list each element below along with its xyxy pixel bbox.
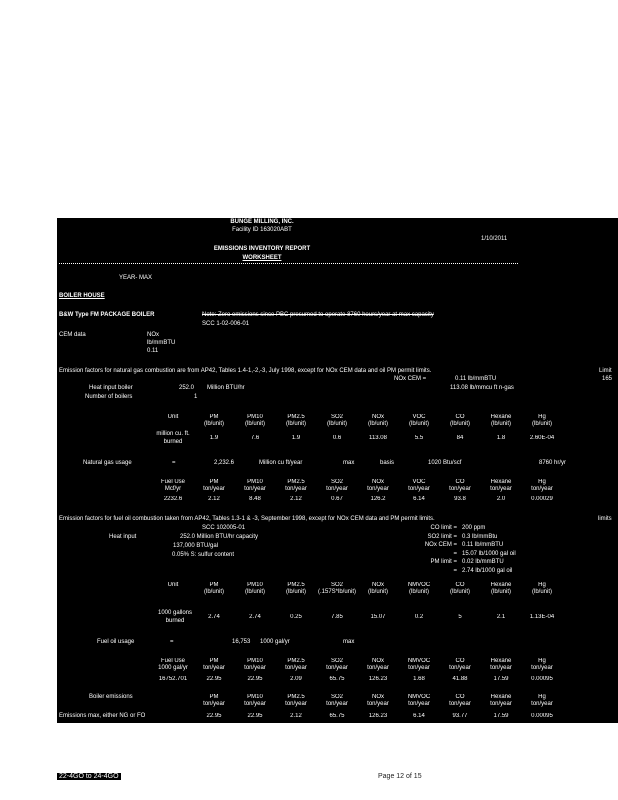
cem-label: CEM data — [59, 332, 86, 338]
column-header-unit: (.157S*lb/unit) — [317, 589, 357, 595]
column-header — [194, 414, 234, 428]
ng-intro: Emission factors for natural gas combustion are from AP42, Tables 1.4-1,-2,-3, July 1998, except for NOx CEM data and oil PM permit limits. — [59, 368, 432, 374]
column-header-name: NOx — [372, 582, 384, 588]
column-header-name: PM — [209, 658, 219, 664]
column-header-name: PM10 — [247, 479, 263, 485]
column-header-unit: (lb/unit) — [449, 589, 470, 595]
table-cell: 2232.6 — [163, 496, 183, 502]
section-note: Note: Zero emissions since PBC presumed to operate 8760 hours/year at max capacity — [202, 312, 434, 318]
column-header-name: Hexane — [490, 694, 512, 700]
column-header-unit: (lb/unit) — [285, 421, 306, 427]
fo-limit-label: PM limit = — [430, 559, 457, 565]
column-header-unit: ton/year — [408, 701, 430, 707]
fo-limit-label: SO2 limit = — [427, 533, 457, 540]
column-header-unit: (lb/unit) — [367, 589, 388, 595]
ng-limits-label: Limit — [599, 368, 612, 374]
ng-factor-unit-1: million cu. ft. — [156, 431, 190, 437]
column-header-name: SO2 — [330, 479, 343, 485]
fo-limit-label: = — [453, 550, 457, 557]
table-cell: 7.6 — [250, 435, 260, 441]
column-header — [522, 658, 562, 672]
table-cell: 41.88 — [452, 676, 468, 682]
ng-emission-header-row — [153, 479, 562, 493]
column-header-unit: ton/year — [367, 486, 389, 492]
fo-factor-value-row — [194, 614, 603, 621]
table-cell: 1.13E-04 — [529, 614, 555, 620]
ng-usage-hours: 8760 hr/yr — [539, 460, 567, 466]
column-header-unit: (lb/unit) — [531, 421, 552, 427]
column-header-unit: 1000 gal/yr — [158, 665, 188, 671]
ng-usage-eq: = — [172, 460, 176, 466]
column-header — [317, 658, 357, 672]
column-header-unit: (lb/unit) — [203, 421, 224, 427]
table-cell: 22.95 — [247, 676, 263, 682]
table-cell: 22.95 — [206, 713, 222, 719]
unit-name: B&W Type FM PACKAGE BOILER — [59, 312, 155, 318]
column-header-name: SO2 — [330, 694, 343, 700]
fo-factor-unit-1: 1000 gallons — [157, 610, 193, 616]
column-header-name: PM2.5 — [287, 694, 305, 700]
column-header — [317, 414, 357, 428]
column-header — [522, 414, 562, 428]
column-header — [481, 658, 521, 672]
section-scc: SCC 1-02-006-01 — [202, 321, 250, 327]
table-cell: 22.95 — [247, 713, 263, 719]
table-cell: 5.5 — [414, 435, 424, 441]
column-header-name: NMVOC — [407, 694, 431, 700]
column-header-name: PM10 — [247, 694, 263, 700]
column-header-name: PM2.5 — [287, 658, 305, 664]
column-header-unit: (lb/unit) — [285, 589, 306, 595]
column-header-name: PM2.5 — [287, 582, 305, 588]
ng-usage-basis: basis — [380, 460, 395, 466]
column-header-name: Fuel Use — [160, 479, 185, 485]
column-header-name: PM2.5 — [287, 479, 305, 485]
column-header — [399, 414, 439, 428]
column-header-unit: ton/year — [449, 665, 471, 671]
table-cell: 93.8 — [454, 496, 466, 502]
column-header-unit: ton/year — [531, 701, 553, 707]
column-header-unit: (lb/unit) — [490, 421, 511, 427]
fo-limits-label: limits — [598, 516, 612, 522]
column-header-unit: ton/year — [203, 665, 225, 671]
column-header-name: VOC — [412, 479, 426, 485]
worksheet-page — [57, 218, 618, 723]
boiler-emissions-header-row — [194, 694, 603, 708]
column-header-name: PM — [209, 479, 219, 485]
column-header-unit: ton/year — [285, 701, 307, 707]
column-header-unit: ton/year — [326, 665, 348, 671]
table-cell: 17.59 — [493, 676, 509, 682]
ng-usage-unit: Million cu ft/year — [259, 460, 303, 466]
table-cell: 84 — [456, 435, 464, 441]
column-header-name: NOx — [372, 658, 384, 664]
emissions-max-label: Emissions max, either NG or FO — [59, 713, 146, 719]
table-cell: 65.75 — [329, 713, 345, 719]
table-cell: 1.9 — [209, 435, 219, 441]
column-header — [153, 582, 193, 596]
column-header-name: Hexane — [490, 658, 512, 664]
column-header-unit: ton/year — [326, 701, 348, 707]
column-header-name: PM — [209, 694, 219, 700]
boiler-emissions-label: Boiler emissions — [89, 694, 133, 700]
column-header-name: PM10 — [247, 658, 263, 664]
column-header — [358, 694, 398, 708]
table-cell: 0.00029 — [531, 496, 553, 502]
cem-value-2: lb/mmBTU — [147, 340, 176, 346]
column-header-name: Hg — [538, 582, 546, 588]
column-header-name: NOx — [372, 414, 384, 420]
column-header — [399, 694, 439, 708]
column-header-name: SO2 — [330, 582, 343, 588]
column-header-name: NOx — [372, 479, 384, 485]
table-cell: 2.74 — [208, 614, 220, 620]
column-header-unit: ton/year — [203, 701, 225, 707]
column-header — [440, 582, 480, 596]
column-header-name: SO2 — [330, 414, 343, 420]
table-cell: 5 — [458, 614, 462, 620]
column-header-name: CO — [455, 414, 465, 420]
column-header-unit: ton/year — [326, 486, 348, 492]
column-header — [235, 414, 275, 428]
section-title: BOILER HOUSE — [59, 293, 105, 299]
table-cell: 6.14 — [413, 713, 425, 719]
column-header-unit: ton/year — [408, 486, 430, 492]
column-header-name: Hg — [538, 479, 546, 485]
column-header-unit: ton/year — [490, 486, 512, 492]
column-header-unit: ton/year — [285, 486, 307, 492]
column-header-name: Hexane — [490, 414, 512, 420]
company-name: BUNGE MILLING, INC. — [230, 219, 294, 225]
fo-usage-unit: 1000 gal/yr — [260, 639, 290, 645]
column-header-name: Unit — [167, 414, 179, 420]
column-header-name: Hexane — [490, 479, 512, 485]
column-header-unit: ton/year — [490, 701, 512, 707]
page-number: Page 12 of 15 — [378, 773, 422, 780]
column-header-unit: Mcf/yr — [164, 486, 182, 492]
column-header-unit: (lb/unit) — [490, 589, 511, 595]
fo-emission-value-row — [153, 676, 562, 683]
column-header — [522, 694, 562, 708]
table-cell: 8.48 — [249, 496, 261, 502]
table-cell: 93.77 — [452, 713, 468, 719]
fo-intro: Emission factors for fuel oil combustion taken from AP42, Tables 1.3-1 & -3, September 1998, except for NOx CEM data and PM permit limits. — [59, 516, 435, 522]
column-header-unit: (lb/unit) — [326, 421, 347, 427]
column-header-name: CO — [455, 582, 465, 588]
column-header-unit: ton/year — [203, 486, 225, 492]
table-cell: 2.1 — [496, 614, 506, 620]
column-header — [317, 479, 357, 493]
table-cell: 126.2 — [370, 496, 386, 502]
report-date: 1/10/2011 — [481, 236, 508, 242]
column-header — [440, 479, 480, 493]
column-header — [276, 414, 316, 428]
table-cell: 1.68 — [413, 676, 425, 682]
column-header-unit: (lb/unit) — [531, 589, 552, 595]
fo-limit-value: 0.02 lb/mmBTU — [462, 559, 504, 565]
column-header-unit: ton/year — [244, 701, 266, 707]
column-header — [522, 582, 562, 596]
fo-limit-value: 0.3 lb/mmBtu — [462, 533, 498, 540]
table-cell: 2.09 — [290, 676, 302, 682]
column-header-name: Fuel Use — [160, 658, 185, 664]
column-header-name: CO — [455, 479, 465, 485]
column-header-unit: (lb/unit) — [449, 421, 470, 427]
ng-usage-max: max — [343, 460, 355, 466]
column-header-name: NMVOC — [407, 582, 431, 588]
column-header — [358, 414, 398, 428]
column-header-unit: (lb/unit) — [244, 421, 265, 427]
fo-limit-label: = — [453, 567, 457, 574]
column-header-unit: ton/year — [367, 665, 389, 671]
column-header-name: Hexane — [490, 582, 512, 588]
fo-heat-input-label: Heat input — [109, 534, 137, 540]
column-header — [153, 658, 193, 672]
table-cell: 0.00095 — [531, 676, 553, 682]
table-cell: 7.85 — [331, 614, 343, 620]
column-header-unit: (lb/unit) — [367, 421, 388, 427]
column-header — [440, 658, 480, 672]
column-header — [235, 658, 275, 672]
fo-emission-header-row — [153, 658, 562, 672]
table-cell: 15.07 — [370, 614, 386, 620]
column-header — [235, 479, 275, 493]
table-cell: 1.8 — [496, 435, 506, 441]
dotted-divider — [59, 263, 518, 264]
ng-usage-btu: 1020 Btu/scf — [428, 460, 462, 466]
report-subtitle: WORKSHEET — [242, 255, 282, 261]
report-title: EMISSIONS INVENTORY REPORT — [213, 246, 311, 252]
fo-factor-unit-2: burned — [165, 618, 185, 624]
column-header — [276, 479, 316, 493]
ng-factor-value-row — [194, 435, 603, 442]
column-header — [276, 582, 316, 596]
fo-heat-input-line-3: 0.05% S: sulfur content — [172, 552, 235, 558]
column-header-unit: ton/year — [449, 701, 471, 707]
column-header-unit: (lb/unit) — [408, 589, 429, 595]
ng-nox-conversion: 113.08 lb/mmcu ft n-gas — [450, 385, 514, 391]
column-header — [153, 479, 193, 493]
column-header-name: Unit — [167, 582, 179, 588]
column-header-unit: ton/year — [367, 701, 389, 707]
fo-usage-value: 16,753 — [232, 639, 251, 645]
ng-factor-header-row — [153, 414, 562, 428]
column-header — [481, 414, 521, 428]
column-header-unit: (lb/unit) — [203, 589, 224, 595]
ng-usage-value: 2,232.6 — [214, 460, 235, 466]
table-cell: 16752.701 — [158, 676, 188, 682]
column-header-name: NOx — [372, 694, 384, 700]
column-header-name: SO2 — [330, 658, 343, 664]
fo-heat-input-line-1: 252.0 Million BTU/hr capacity — [180, 534, 259, 540]
cem-value-1: NOx — [147, 332, 159, 338]
facility-id: Facility ID 163020ABT — [232, 227, 292, 233]
column-header-unit: ton/year — [531, 486, 553, 492]
column-header — [276, 694, 316, 708]
footer-range: 22-4GO to 24-4GO — [59, 773, 119, 780]
table-cell: 2.12 — [290, 713, 302, 719]
column-header — [317, 582, 357, 596]
column-header-name: NMVOC — [407, 658, 431, 664]
column-header — [153, 414, 193, 428]
column-header — [399, 582, 439, 596]
ng-nox-cem-label: NOx CEM = — [394, 376, 427, 382]
column-header — [522, 479, 562, 493]
table-cell: 1.9 — [291, 435, 301, 441]
table-cell: 17.59 — [493, 713, 509, 719]
ng-emission-value-row — [153, 496, 562, 503]
table-cell: 0.2 — [414, 614, 424, 620]
column-header — [317, 694, 357, 708]
column-header — [194, 479, 234, 493]
cem-value-3: 0.11 — [147, 348, 159, 354]
table-cell: 65.75 — [329, 676, 345, 682]
table-cell: 6.14 — [413, 496, 425, 502]
ng-boilers-value: 1 — [194, 394, 198, 400]
column-header-name: CO — [455, 658, 465, 664]
column-header — [276, 658, 316, 672]
column-header-unit: ton/year — [244, 665, 266, 671]
column-header — [440, 694, 480, 708]
column-header-unit: ton/year — [449, 486, 471, 492]
column-header-unit: ton/year — [285, 665, 307, 671]
emissions-max-value-row — [194, 713, 603, 720]
table-cell: 126.23 — [368, 713, 388, 719]
ng-usage-label: Natural gas usage — [83, 460, 132, 466]
table-cell: 0.25 — [290, 614, 302, 620]
column-header-name: PM — [209, 582, 219, 588]
column-header — [399, 479, 439, 493]
column-header-name: PM10 — [247, 414, 263, 420]
column-header — [358, 582, 398, 596]
column-header-unit: (lb/unit) — [244, 589, 265, 595]
column-header-name: Hg — [538, 694, 546, 700]
table-cell: 2.12 — [290, 496, 302, 502]
table-cell: 0.67 — [331, 496, 343, 502]
fo-limit-label: CO limit = — [430, 525, 457, 531]
column-header — [235, 694, 275, 708]
column-header — [194, 582, 234, 596]
ng-boilers-label: Number of boilers — [85, 394, 133, 400]
ng-limits-value: 165 — [602, 376, 613, 382]
table-cell: 2.12 — [208, 496, 220, 502]
table-cell: 2.74 — [249, 614, 261, 620]
ng-heat-input-value: 252.0 — [179, 385, 195, 391]
fo-limit-value: 200 ppm — [462, 525, 486, 531]
column-header-unit: ton/year — [244, 486, 266, 492]
fo-heat-input-line-2: 137,000 BTU/gal — [173, 543, 219, 549]
column-header — [481, 479, 521, 493]
ng-heat-input-unit: Million BTU/hr — [207, 385, 245, 391]
fo-factor-header-row — [153, 582, 562, 596]
column-header-unit: ton/year — [408, 665, 430, 671]
table-cell: 113.08 — [369, 435, 387, 441]
table-cell: 22.95 — [206, 676, 222, 682]
ng-factor-unit-2: burned — [163, 439, 183, 445]
column-header-name: PM2.5 — [287, 414, 305, 420]
fo-scc: SCC 102005-01 — [202, 525, 246, 531]
fo-usage-max: max — [343, 639, 355, 645]
column-header-unit: (lb/unit) — [408, 421, 429, 427]
ng-nox-cem-value: 0.11 lb/mmBTU — [455, 376, 497, 382]
column-header-unit: ton/year — [490, 665, 512, 671]
table-cell: 2.60E-04 — [529, 435, 555, 441]
column-header-name: Hg — [538, 658, 546, 664]
year-label: YEAR- MAX — [119, 275, 153, 281]
fo-limit-value: 2.74 lb/1000 gal oil — [462, 567, 513, 574]
fo-limit-value: 0.11 lb/mmBTU — [462, 542, 504, 548]
column-header — [358, 658, 398, 672]
column-header — [440, 414, 480, 428]
ng-heat-input-label: Heat input boiler — [89, 385, 133, 391]
column-header — [194, 694, 234, 708]
fo-limit-label: NOx CEM = — [424, 542, 457, 548]
table-cell: 0.6 — [332, 435, 342, 441]
table-cell: 2.0 — [496, 496, 506, 502]
column-header — [481, 582, 521, 596]
column-header-name: VOC — [412, 414, 426, 420]
column-header-name: PM — [209, 414, 219, 420]
column-header — [399, 658, 439, 672]
table-cell: 0.00095 — [531, 713, 553, 719]
column-header-name: PM10 — [247, 582, 263, 588]
column-header — [194, 658, 234, 672]
column-header-unit: ton/year — [531, 665, 553, 671]
column-header — [358, 479, 398, 493]
fo-usage-label: Fuel oil usage — [97, 639, 135, 645]
table-cell: 126.23 — [368, 676, 388, 682]
column-header-name: CO — [455, 694, 465, 700]
fo-limit-value: 15.07 lb/1000 gal oil — [462, 550, 516, 557]
column-header — [235, 582, 275, 596]
fo-usage-eq: = — [170, 639, 174, 645]
column-header-name: Hg — [538, 414, 546, 420]
column-header — [481, 694, 521, 708]
